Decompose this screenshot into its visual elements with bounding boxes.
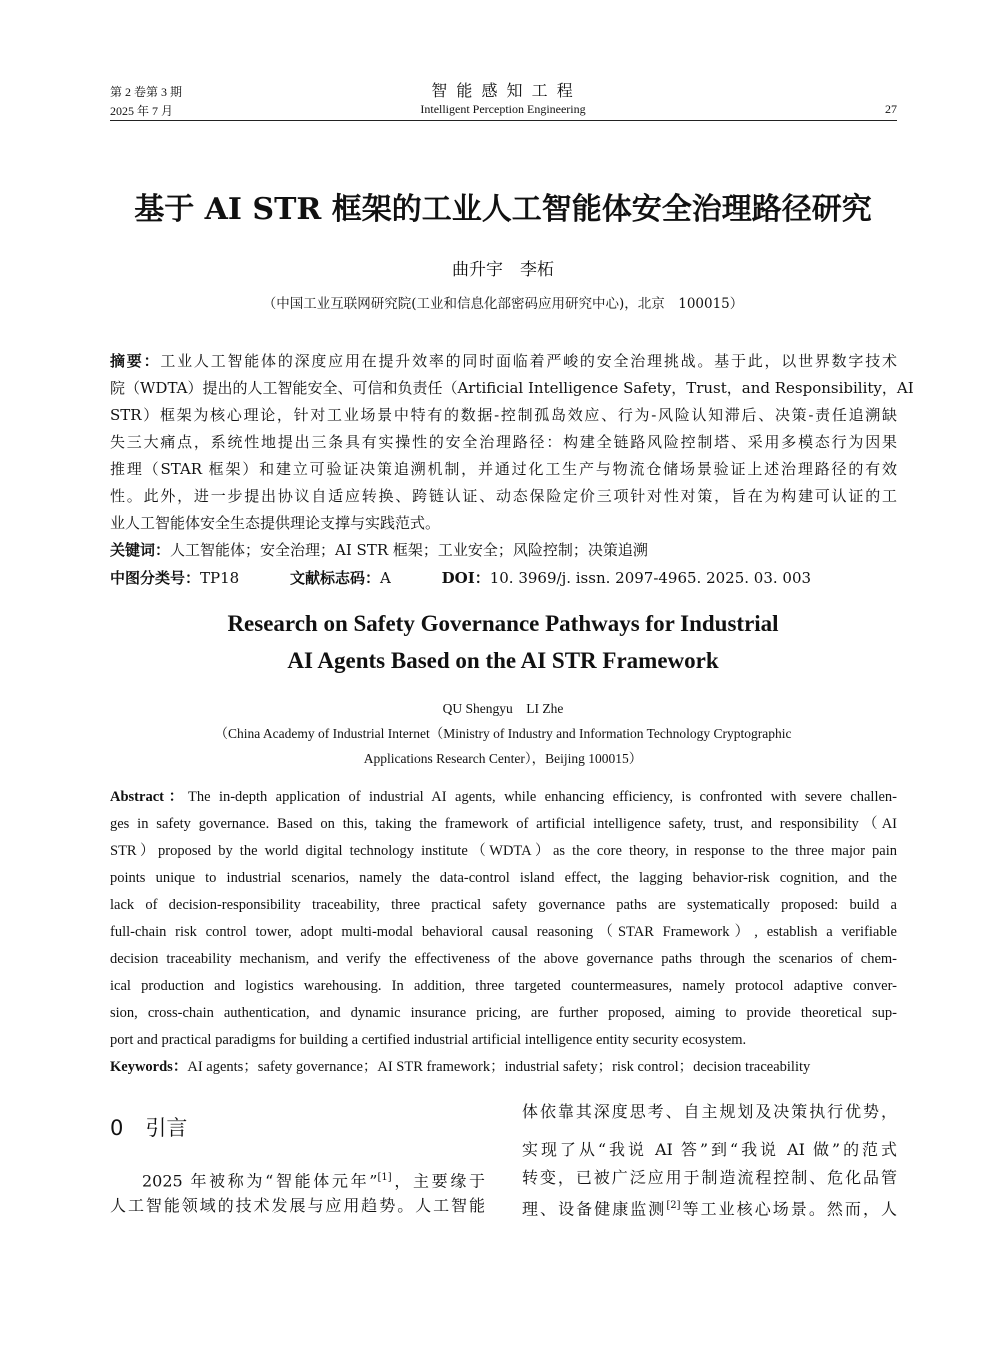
paper-title-en-line: AI Agents Based on the AI STR Framework [287, 648, 719, 673]
header-rule [110, 120, 897, 121]
body-text: 理、设备健康监测 [522, 1199, 667, 1219]
keywords-en [110, 1057, 897, 1077]
affiliation-cn: （中国工业互联网研究院(工业和信息化部密码应用研究中心)，北京 100015） [262, 296, 744, 312]
abstract-en-line: ical production and logistics warehousing. In addition, three targeted countermeasures, namely protocol adaptive conver- [110, 978, 897, 994]
publication-date: 2025 年 7 月 [110, 104, 174, 118]
keywords-en-text: AI agents；safety governance；AI STR framework；industrial safety；risk control；decision traceability [187, 1059, 811, 1075]
abstract-en-line: STR）proposed by the world digital technology institute（WDTA）as the core theory, in response to the three major pain [110, 843, 897, 859]
body-text: ，主要缘于 [391, 1171, 485, 1191]
abstract-line: 推理（STAR 框架）和建立可验证决策追溯机制，并通过化工生产与物流仓储场景验证上述治理路径的有效 [110, 460, 897, 478]
doi-value: 10. 3969/j. issn. 2097-4965. 2025. 03. 003 [489, 569, 812, 587]
abstract-line: STR）框架为核心理论，针对工业场景中特有的数据-控制孤岛效应、行为-风险认知滞后、决策-责任追溯缺 [110, 406, 897, 424]
keywords-en-label: Keywords： [110, 1059, 188, 1075]
section-heading [110, 1112, 187, 1142]
abstract-en-line: ges in safety governance. Based on this, taking the framework of artificial intelligence safety, trust, and responsibility（AI [110, 816, 897, 832]
body-right-line [522, 1196, 897, 1219]
abstract-label: 摘要： [110, 352, 161, 370]
abstract-en-line: The in-depth application of industrial AI agents, while enhancing efficiency, is confronted with severe challen- [188, 789, 897, 805]
abstract-en-line: lack of decision-responsibility traceability, three practical safety governance paths are systematically proposed: build a [110, 897, 897, 913]
abstract-line: 性。此外，进一步提出协议自适应转换、跨链认证、动态保险定价三项针对性对策，旨在为构建可认证的工 [110, 487, 897, 505]
journal-name-en: Intelligent Perception Engineering [420, 102, 586, 116]
body-right-line: 体依靠其深度思考、自主规划及决策执行优势， [522, 1102, 897, 1121]
section-number: 0 [110, 1116, 124, 1140]
abstract-en-line: points unique to industrial scenarios, namely the data-control island effect, the lagging behavior-risk cognition, and the [110, 870, 897, 886]
abstract-en-line: port and practical paradigms for building a certified industrial artificial intelligence entity security ecosystem. [110, 1032, 747, 1048]
body-left-line [142, 1168, 485, 1191]
doi-label: DOI： [441, 569, 490, 587]
page-number: 27 [885, 102, 897, 116]
keywords-text: 人工智能体；安全治理；AI STR 框架；工业安全；风险控制；决策追溯 [170, 541, 648, 559]
abstract-en-line: full-chain risk control tower, adopt multi-modal behavioral causal reasoning（STAR Framework）, establish a verifiable [110, 924, 897, 940]
keywords-label: 关键词： [110, 541, 171, 559]
section-title: 引言 [145, 1116, 188, 1140]
paper-title-cn: 基于 AI STR 框架的工业人工智能体安全治理路径研究 [134, 192, 872, 227]
abstract-line: 工业人工智能体的深度应用在提升效率的同时面临着严峻的安全治理挑战。基于此，以世界数字技术 [160, 352, 897, 370]
clc-label: 中图分类号： [110, 569, 201, 587]
keywords-cn [110, 540, 897, 560]
citation: [1] [377, 1172, 392, 1183]
abstract-en-label: Abstract： [110, 789, 188, 805]
doc-code-value: A [380, 569, 391, 587]
abstract-en-line: decision traceability mechanism, and verify the effectiveness of the above governance paths through the scenarios of chem- [110, 951, 897, 967]
body-left-line: 人工智能领域的技术发展与应用趋势。人工智能 [110, 1196, 485, 1215]
authors-en: QU Shengyu LI Zhe [442, 701, 564, 716]
authors-cn: 曲升宇 李柘 [452, 260, 554, 280]
abstract-en-line: sion, cross-chain authentication, and dynamic insurance pricing, are further proposed, aiming to provide theoretical sup- [110, 1005, 897, 1021]
abstract-line: 业人工智能体安全生态提供理论支撑与实践范式。 [110, 514, 441, 532]
affiliation-en-line: Applications Research Center），Beijing 100015） [363, 751, 643, 766]
journal-name-cn: 智 能 感 知 工 程 [431, 81, 575, 100]
body-text: 等工业核心场景。然而，人 [680, 1199, 897, 1219]
classification-line [110, 568, 897, 588]
clc-value: TP18 [200, 569, 240, 587]
affiliation-en-line: （China Academy of Industrial Internet（Ministry of Industry and Information Technology Cryptographic [214, 726, 792, 741]
paper-title-en-line: Research on Safety Governance Pathways for Industrial [227, 611, 779, 636]
volume-issue: 第 2 卷第 3 期 [110, 85, 183, 99]
body-right-line: 转变，已被广泛应用于制造流程控制、危化品管 [522, 1168, 897, 1187]
abstract-line: 失三大痛点，系统性地提出三条具有实操性的安全治理路径：构建全链路风险控制塔、采用多模态行为因果 [110, 433, 897, 451]
body-right-line: 实现了从“我说 AI 答”到“我说 AI 做”的范式 [522, 1140, 897, 1159]
abstract-line: 院（WDTA）提出的人工智能安全、可信和负责任（Artificial Intelligence Safety，Trust，and Responsibility，AI [110, 379, 914, 397]
doc-code-label: 文献标志码： [289, 569, 380, 587]
body-text: 2025 年被称为“智能体元年” [142, 1171, 378, 1191]
citation: [2] [666, 1200, 681, 1211]
